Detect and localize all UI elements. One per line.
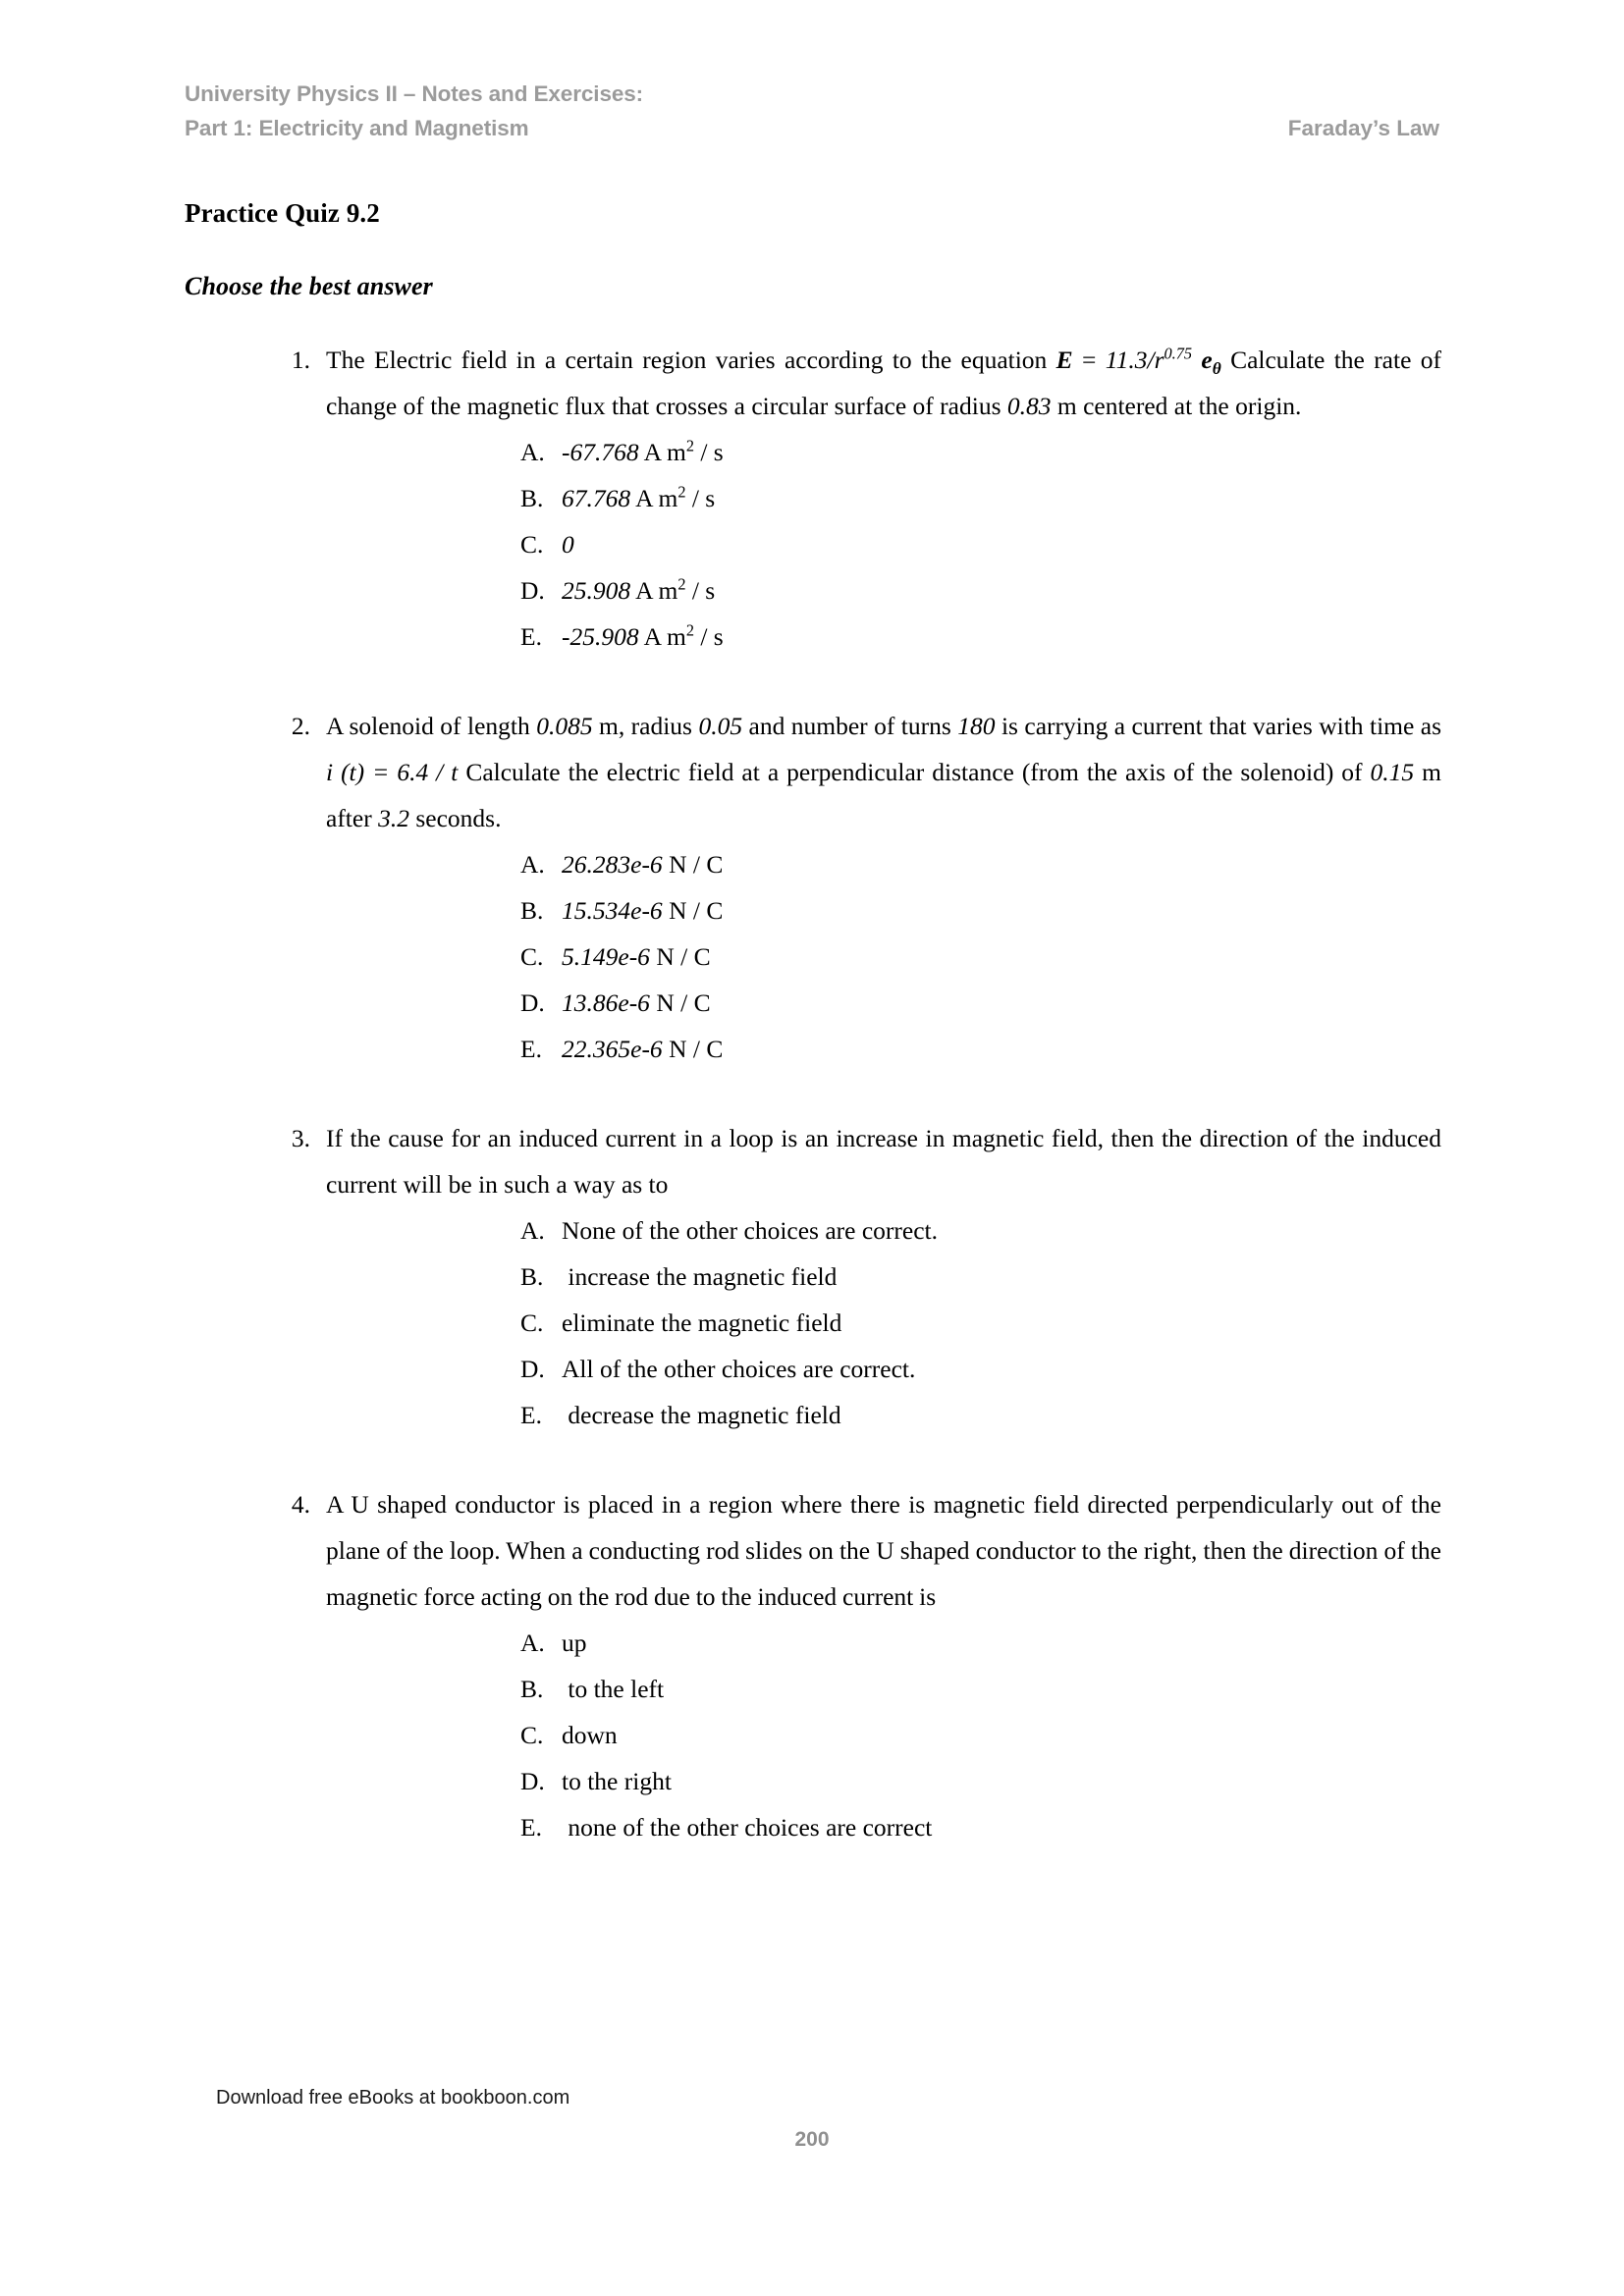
choice-item[interactable]: [520, 521, 1441, 567]
question-item: [185, 1115, 1441, 1438]
choice-item[interactable]: [520, 614, 1441, 660]
choice-value: 15.534e-6: [562, 896, 663, 925]
choice-unit-pre: A m: [638, 622, 686, 651]
choice-item[interactable]: [520, 934, 1441, 980]
choice-unit-pre: A m: [630, 484, 678, 512]
choice-item[interactable]: [520, 841, 1441, 887]
question-text: [326, 703, 1441, 841]
choice-item[interactable]: [520, 1712, 1441, 1758]
q2-text-part3: and number of turns: [742, 712, 958, 740]
choice-letter: A.: [520, 1629, 545, 1657]
choice-text: All of the other choices are correct.: [562, 1355, 916, 1383]
choice-letter: A.: [520, 1216, 545, 1245]
question-number: 2.: [291, 712, 310, 740]
choice-item[interactable]: [520, 1758, 1441, 1804]
choice-unit-post: / s: [693, 622, 724, 651]
choice-letter: C.: [520, 1308, 544, 1337]
q2-distance-value: 0.15: [1370, 758, 1415, 786]
choice-value: 22.365e-6: [562, 1035, 663, 1063]
choice-unit-pre: N / C: [662, 896, 724, 925]
question-number: 4.: [291, 1490, 310, 1519]
choice-letter: B.: [520, 896, 544, 925]
choice-value: -67.768: [562, 438, 639, 466]
question-text: [326, 337, 1441, 429]
choice-text: [562, 475, 1441, 521]
choice-item[interactable]: [520, 1666, 1441, 1712]
choice-value: -25.908: [562, 622, 639, 651]
q1-text-part1: The Electric field in a certain region varies according to the equation: [326, 346, 1056, 374]
book-title-line1: University Physics II – Notes and Exercises:: [185, 81, 644, 106]
page-title: Practice Quiz 9.2: [185, 198, 380, 228]
choice-letter: D.: [520, 576, 545, 605]
question-item: [185, 337, 1441, 660]
choice-letter: D.: [520, 1355, 545, 1383]
choice-letter: B.: [520, 1675, 544, 1703]
choice-text: [562, 614, 1441, 660]
q1-unit-vector-subscript: θ: [1212, 359, 1221, 379]
choice-text: up: [562, 1629, 587, 1657]
page-number: 200: [794, 2128, 830, 2151]
choice-text: [562, 841, 1441, 887]
choice-text: none of the other choices are correct: [562, 1813, 933, 1842]
choice-text: eliminate the magnetic field: [562, 1308, 842, 1337]
choice-letter: E.: [520, 1813, 542, 1842]
book-title-block: [185, 77, 643, 145]
page-content: [185, 196, 1441, 1850]
choice-unit-exponent: 2: [677, 482, 686, 502]
choice-text: [562, 887, 1441, 934]
q2-radius-value: 0.05: [698, 712, 743, 740]
choice-text: to the right: [562, 1767, 672, 1795]
choice-item[interactable]: [520, 1620, 1441, 1666]
book-title-line2: Part 1: Electricity and Magnetism: [185, 116, 529, 140]
q2-text-part4: is carrying a current that varies with time as: [995, 712, 1442, 740]
choice-letter: E.: [520, 1401, 542, 1429]
choice-value: 25.908: [562, 576, 631, 605]
q1-field-symbol: E: [1056, 346, 1073, 374]
choice-unit-pre: N / C: [649, 942, 711, 971]
choice-letter: E.: [520, 622, 542, 651]
choice-item[interactable]: [520, 1207, 1441, 1254]
choice-unit-pre: A m: [630, 576, 678, 605]
choice-text: None of the other choices are correct.: [562, 1216, 939, 1245]
choice-item[interactable]: [520, 1346, 1441, 1392]
choice-text: increase the magnetic field: [562, 1262, 838, 1291]
q1-text-part2: Calculate the rate of change of the magnetic flux that crosses a circular surface of radius: [326, 346, 1441, 420]
question-list: [185, 337, 1441, 1850]
choice-list: [185, 1620, 1441, 1850]
choice-value: 0: [562, 530, 574, 559]
choice-text: [562, 934, 1441, 980]
choice-text: down: [562, 1721, 618, 1749]
q2-text-part7: seconds.: [408, 804, 502, 832]
choice-letter: C.: [520, 530, 544, 559]
choice-unit-pre: A m: [638, 438, 686, 466]
choice-letter: E.: [520, 1035, 542, 1063]
choice-letter: C.: [520, 1721, 544, 1749]
choice-item[interactable]: [520, 980, 1441, 1026]
choice-letter: A.: [520, 438, 545, 466]
choice-unit-pre: N / C: [662, 850, 724, 879]
choice-unit-exponent: 2: [685, 620, 694, 640]
q2-current-equation: i (t) = 6.4 / t: [326, 758, 459, 786]
choice-letter: A.: [520, 850, 545, 879]
q1-eq-exponent: 0.75: [1164, 344, 1193, 363]
choice-text: [562, 1026, 1441, 1072]
choice-item[interactable]: [520, 1026, 1441, 1072]
choice-item[interactable]: [520, 1254, 1441, 1300]
choice-letter: B.: [520, 484, 544, 512]
choice-unit-post: / s: [685, 484, 716, 512]
choice-unit-exponent: 2: [677, 574, 686, 594]
choice-text: [562, 429, 1441, 475]
choice-list: [185, 841, 1441, 1072]
q2-length-value: 0.085: [536, 712, 593, 740]
choice-value: 67.768: [562, 484, 631, 512]
choice-item[interactable]: [520, 1392, 1441, 1438]
choice-value: 26.283e-6: [562, 850, 663, 879]
choice-item[interactable]: [520, 475, 1441, 521]
choice-text: [562, 521, 1441, 567]
choice-text: [562, 980, 1441, 1026]
q1-eq-value: 11.3/r: [1105, 346, 1164, 374]
choice-item[interactable]: [520, 567, 1441, 614]
q2-turns-value: 180: [957, 712, 996, 740]
q1-equals: =: [1072, 346, 1106, 374]
choice-unit-pre: N / C: [649, 988, 711, 1017]
question-number: 3.: [291, 1124, 310, 1152]
q2-text-part2: m, radius: [592, 712, 699, 740]
question-item: [185, 1481, 1441, 1850]
choice-text: to the left: [562, 1675, 665, 1703]
quiz-instruction: Choose the best answer: [185, 272, 433, 300]
choice-item[interactable]: [520, 1300, 1441, 1346]
q2-time-value: 3.2: [378, 804, 409, 832]
choice-item[interactable]: [520, 429, 1441, 475]
q2-text-part6: m after: [326, 758, 1441, 832]
q2-text-part1: A solenoid of length: [326, 712, 537, 740]
running-header: [185, 77, 1439, 145]
choice-item[interactable]: [520, 887, 1441, 934]
choice-letter: B.: [520, 1262, 544, 1291]
choice-unit-pre: N / C: [662, 1035, 724, 1063]
choice-list: [185, 1207, 1441, 1438]
choice-letter: D.: [520, 1767, 545, 1795]
choice-value: 5.149e-6: [562, 942, 650, 971]
choice-text: [562, 567, 1441, 614]
choice-list: [185, 429, 1441, 660]
choice-letter: C.: [520, 942, 544, 971]
choice-value: 13.86e-6: [562, 988, 650, 1017]
choice-letter: D.: [520, 988, 545, 1017]
choice-unit-exponent: 2: [685, 436, 694, 455]
q2-text-part5: Calculate the electric field at a perpendicular distance (from the axis of the solenoid) of: [458, 758, 1371, 786]
chapter-title: Faraday’s Law: [1287, 116, 1439, 140]
choice-unit-post: / s: [693, 438, 724, 466]
q1-text-part3: m centered at the origin.: [1051, 392, 1302, 420]
question-number: 1.: [291, 346, 310, 374]
q1-radius-value: 0.83: [1006, 392, 1052, 420]
choice-text: decrease the magnetic field: [562, 1401, 841, 1429]
choice-item[interactable]: [520, 1804, 1441, 1850]
question-text: A U shaped conductor is placed in a region where there is magnetic field directed perpendicularly out of the plane of the loop. When a conducting rod slides on the U shaped conductor to the right, then the direction of the magnetic force acting on the rod due to the induced current is: [326, 1490, 1441, 1611]
choice-unit-post: / s: [685, 576, 716, 605]
footer-download-note[interactable]: Download free eBooks at bookboon.com: [216, 2087, 570, 2109]
question-text: If the cause for an induced current in a loop is an increase in magnetic field, then the direction of the induced current will be in such a way as to: [326, 1124, 1441, 1199]
q1-unit-vector: e: [1192, 346, 1213, 374]
question-item: [185, 703, 1441, 1072]
